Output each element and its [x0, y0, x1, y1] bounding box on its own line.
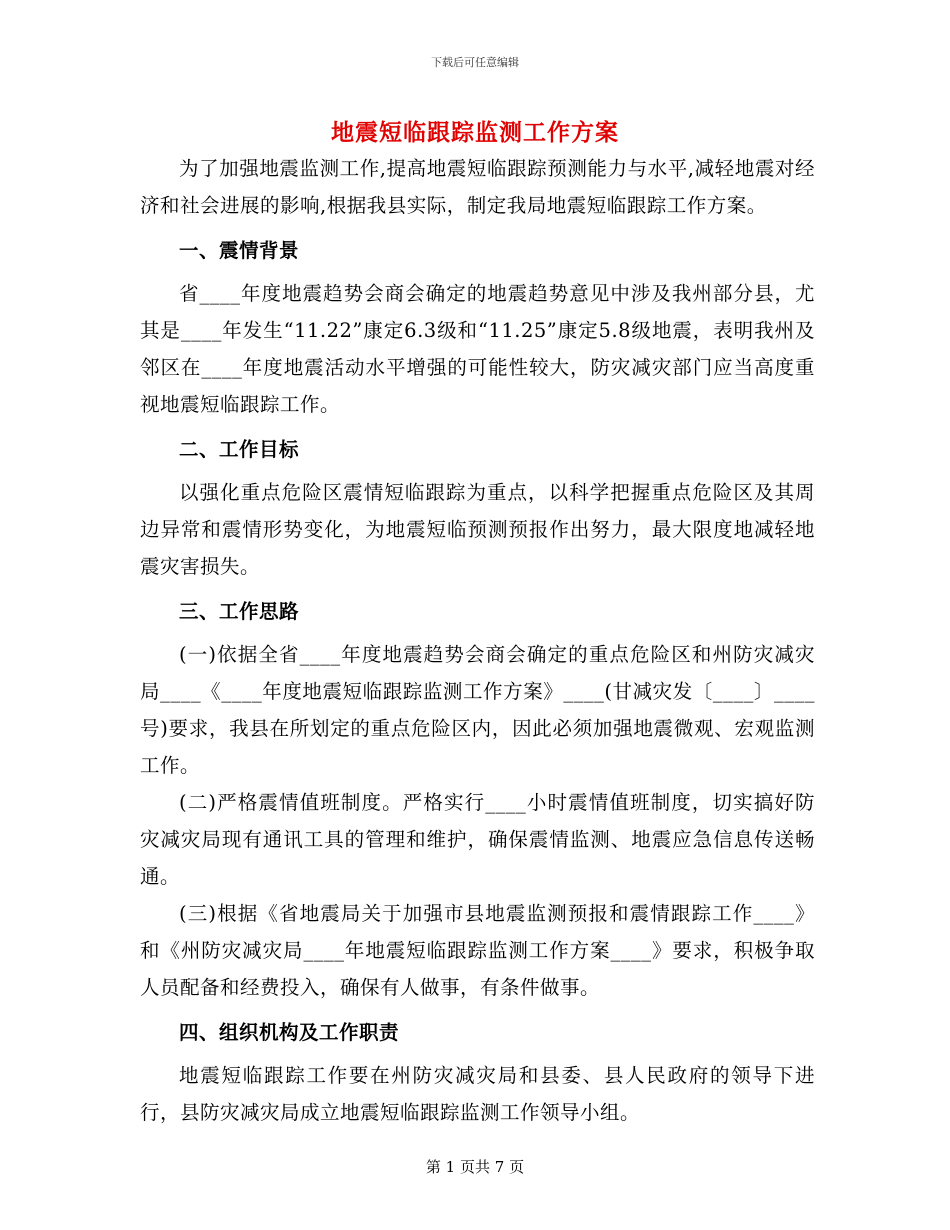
section-heading-1: 一、震情背景	[179, 239, 300, 262]
section-heading-4: 四、组织机构及工作职责	[179, 1021, 400, 1044]
document-body	[140, 150, 815, 1131]
paragraph-5: (三)根据《省地震局关于加强市县地震监测预报和震情跟踪工作____》和《州防灾减灾局____年地震短临跟踪监测工作方案____》要求，积极争取人员配备和经费投入，确保有人做事，有条件做事。	[140, 902, 815, 999]
paragraph-1: 省____年度地震趋势会商会确定的地震趋势意见中涉及我州部分县，尤其是____年发生“11.22”康定6.3级和“11.25”康定5.8级地震，表明我州及邻区在____年度地震活动水平增强的可能性较大，防灾减灾部门应当高度重视地震短临跟踪工作。	[140, 282, 815, 416]
page-footer: 第 1 页共 7 页	[425, 1158, 525, 1176]
paragraph-6: 地震短临跟踪工作要在州防灾减灾局和县委、县人民政府的领导下进行，县防灾减灾局成立地震短临跟踪监测工作领导小组。	[140, 1064, 815, 1124]
page-header: 下载后可任意编辑	[431, 56, 519, 69]
intro-paragraph: 为了加强地震监测工作,提高地震短临跟踪预测能力与水平,减轻地震对经济和社会进展的影响,根据我县实际，制定我局地震短临跟踪工作方案。	[140, 157, 815, 217]
paragraph-3: (一)依据全省____年度地震趋势会商会确定的重点危险区和州防灾减灾局____《____年度地震短临跟踪监测工作方案》____(甘减灾发〔____〕____号)要求，我县在所划定的重点危险区内，因此必须加强地震微观、宏观监测工作。	[140, 643, 815, 777]
paragraph-2: 以强化重点危险区震情短临跟踪为重点，以科学把握重点危险区及其周边异常和震情形势变化，为地震短临预测预报作出努力，最大限度地减轻地震灾害损失。	[140, 481, 815, 578]
section-heading-3: 三、工作思路	[179, 600, 300, 623]
document-title: 地震短临跟踪监测工作方案	[331, 119, 619, 146]
paragraph-4: (二)严格震情值班制度。严格实行____小时震情值班制度，切实搞好防灾减灾局现有通讯工具的管理和维护，确保震情监测、地震应急信息传送畅通。	[140, 791, 815, 888]
section-heading-2: 二、工作目标	[179, 438, 300, 461]
